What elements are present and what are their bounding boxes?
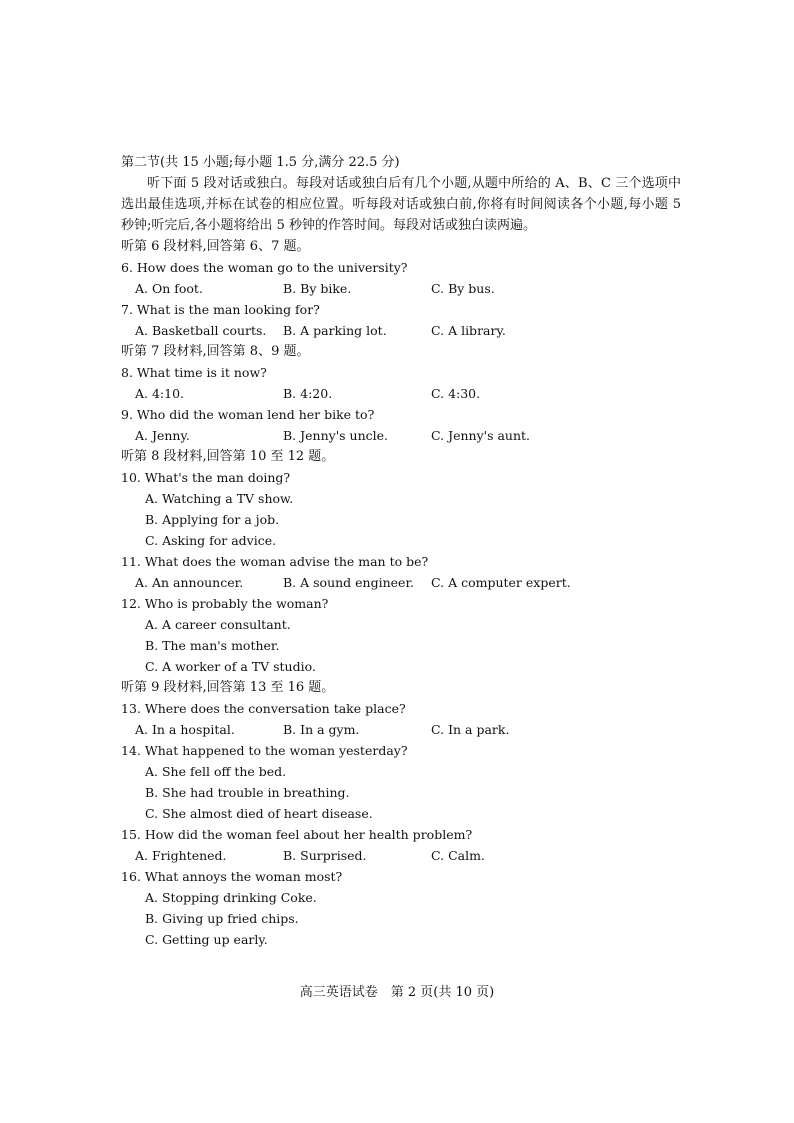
answer-option: B. 4:20. [283, 386, 333, 401]
answer-option: A. Stopping drinking Coke. [145, 890, 317, 905]
answer-option: B. Applying for a job. [145, 512, 280, 527]
answer-option: C. 4:30. [431, 386, 481, 401]
answer-option: B. A parking lot. [283, 323, 387, 338]
section-instructions: 听下面 5 段对话或独白。每段对话或独白后有几个小题,从题中所给的 A、B、C 三个选项中选出最佳选项,并标在试卷的相应位置。听每段对话或独白前,你将有时间阅读各个小题,每小题 5 秒钟;听完后,各小题将给出 5 秒钟的作答时间。每段对话或独白读两遍。 [121, 176, 681, 233]
answer-option: B. In a gym. [283, 722, 360, 737]
question-stem: 8. What time is it now? [121, 365, 267, 380]
answer-option: C. She almost died of heart disease. [145, 806, 373, 821]
answer-option: B. Surprised. [283, 848, 367, 863]
question-stem: 12. Who is probably the woman? [121, 596, 329, 611]
passage-label: 听第 6 段材料,回答第 6、7 题。 [121, 239, 310, 254]
answer-option: A. 4:10. [135, 386, 185, 401]
options-row [121, 425, 681, 446]
answer-option: C. Getting up early. [145, 932, 268, 947]
answer-option: A. In a hospital. [135, 722, 235, 737]
answer-option: C. Asking for advice. [145, 533, 277, 548]
question-stem: 14. What happened to the woman yesterday? [121, 743, 408, 758]
options-row [121, 383, 681, 404]
question-stem: 7. What is the man looking for? [121, 302, 320, 317]
answer-option: C. Jenny's aunt. [431, 428, 531, 443]
options-row [121, 845, 681, 866]
options-row [121, 320, 681, 341]
question-stem: 15. How did the woman feel about her health problem? [121, 827, 473, 842]
question-stem: 6. How does the woman go to the university? [121, 260, 408, 275]
answer-option: C. Calm. [431, 848, 485, 863]
options-row [121, 278, 681, 299]
answer-option: B. By bike. [283, 281, 352, 296]
passage-label: 听第 7 段材料,回答第 8、9 题。 [121, 344, 310, 359]
question-stem: 11. What does the woman advise the man to be? [121, 554, 429, 569]
answer-option: B. She had trouble in breathing. [145, 785, 350, 800]
listening-section [121, 152, 681, 950]
passage-list [121, 236, 681, 950]
answer-option: C. In a park. [431, 722, 510, 737]
passage-label: 听第 9 段材料,回答第 13 至 16 题。 [121, 680, 335, 695]
options-row [121, 572, 681, 593]
answer-option: A. Jenny. [135, 428, 190, 443]
answer-option: A. A career consultant. [145, 617, 291, 632]
options-row [121, 719, 681, 740]
answer-option: B. A sound engineer. [283, 575, 415, 590]
question-stem: 13. Where does the conversation take place? [121, 701, 406, 716]
answer-option: B. Giving up fried chips. [145, 911, 299, 926]
answer-option: C. A worker of a TV studio. [145, 659, 316, 674]
answer-option: C. A library. [431, 323, 506, 338]
question-stem: 9. Who did the woman lend her bike to? [121, 407, 375, 422]
answer-option: A. Frightened. [135, 848, 227, 863]
answer-option: C. A computer expert. [431, 575, 571, 590]
page-footer: 高三英语试卷 第 2 页(共 10 页) [299, 985, 495, 1000]
answer-option: B. Jenny's uncle. [283, 428, 388, 443]
section-title: 第二节(共 15 小题;每小题 1.5 分,满分 22.5 分) [121, 155, 400, 170]
answer-option: B. The man's mother. [145, 638, 280, 653]
answer-option: C. By bus. [431, 281, 495, 296]
passage-label: 听第 8 段材料,回答第 10 至 12 题。 [121, 449, 335, 464]
answer-option: A. Watching a TV show. [145, 491, 294, 506]
question-stem: 16. What annoys the woman most? [121, 869, 343, 884]
question-stem: 10. What's the man doing? [121, 470, 291, 485]
answer-option: A. An announcer. [135, 575, 244, 590]
answer-option: A. On foot. [135, 281, 203, 296]
answer-option: A. She fell off the bed. [145, 764, 287, 779]
answer-option: A. Basketball courts. [135, 323, 267, 338]
